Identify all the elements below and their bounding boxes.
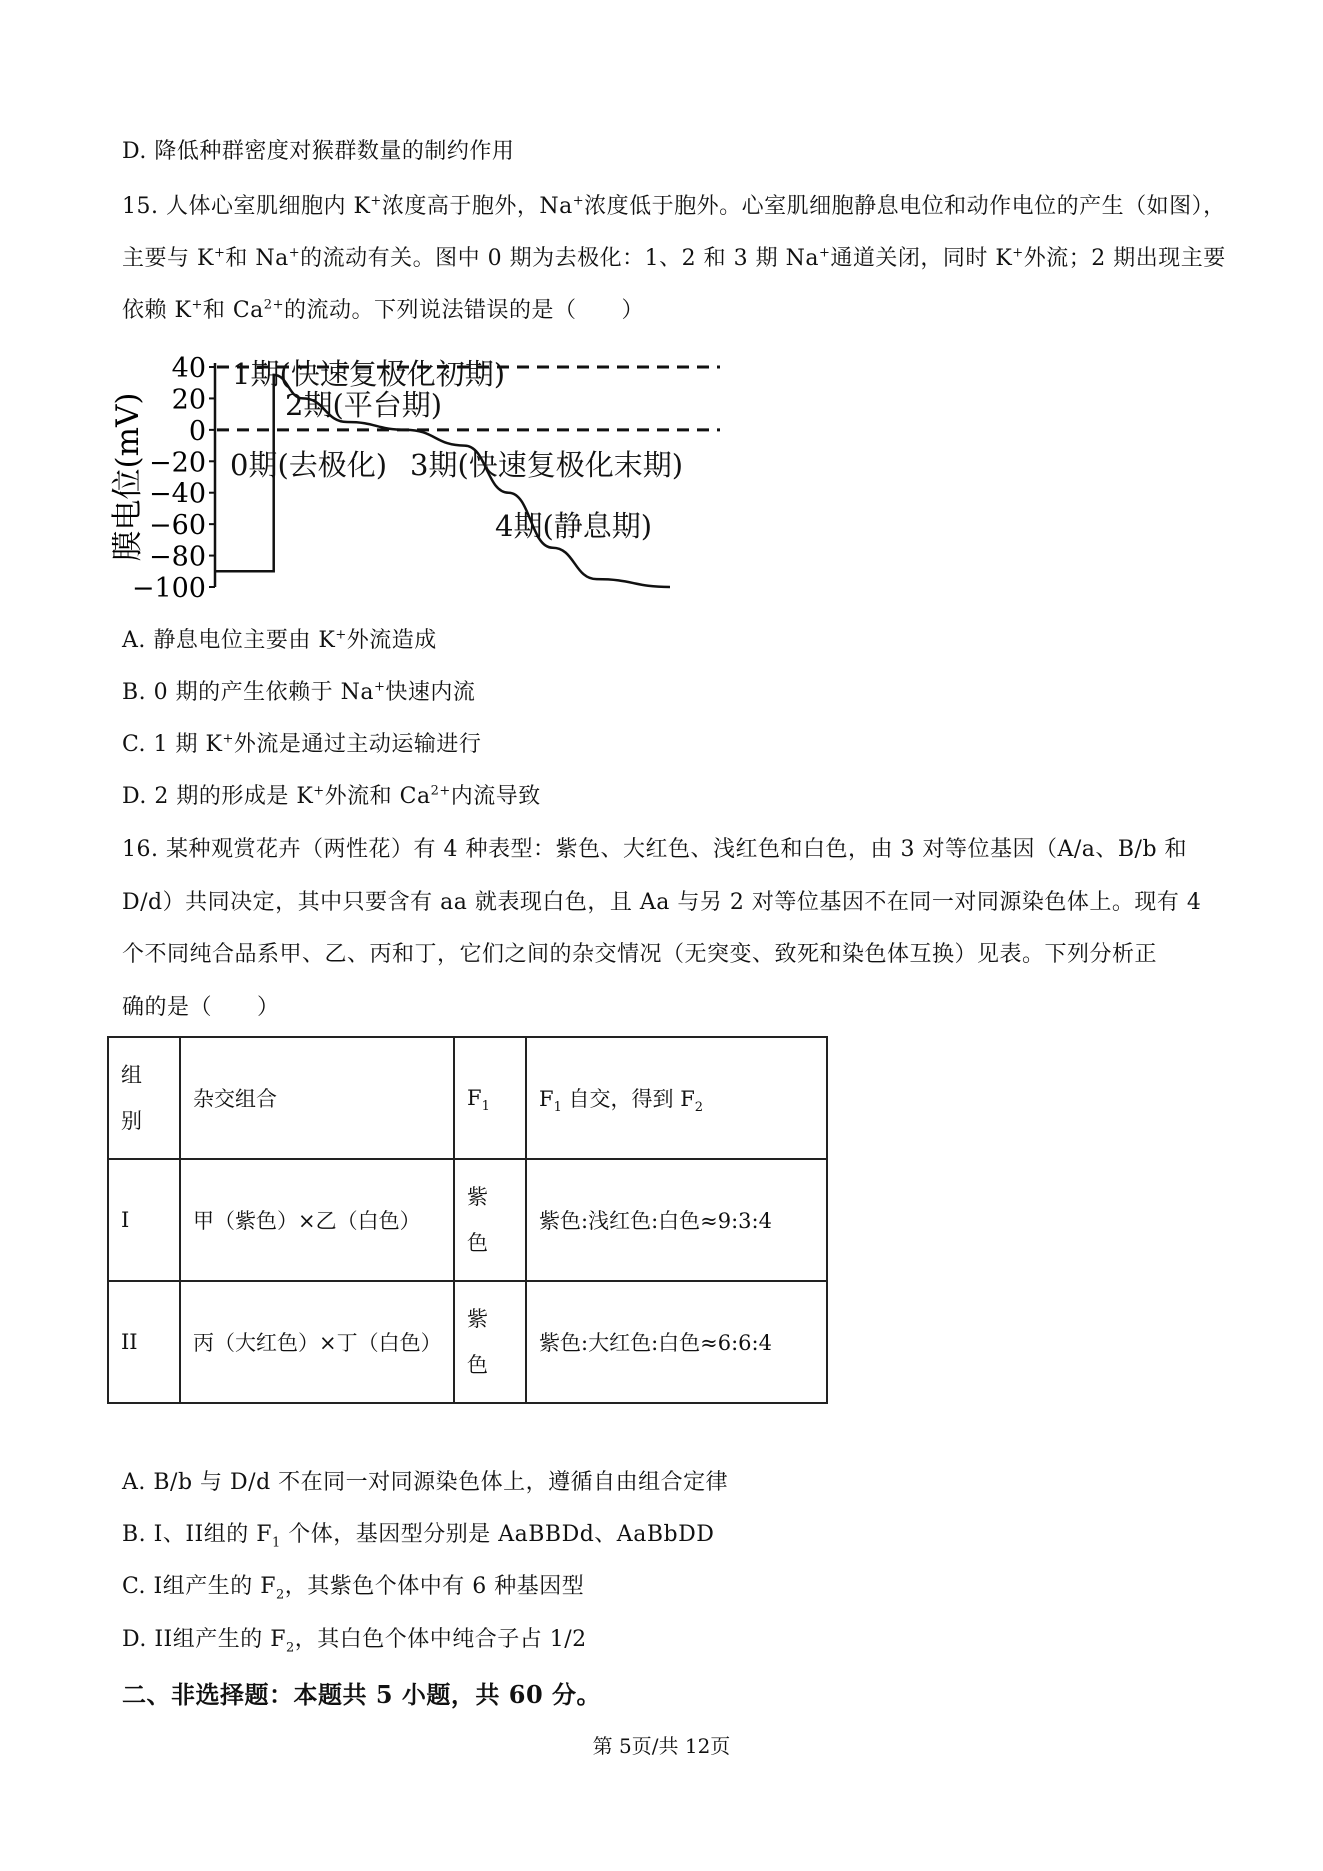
header-group: 组别 <box>108 1037 180 1159</box>
y-tick-label: −100 <box>131 573 206 604</box>
y-tick-label: −60 <box>149 510 206 542</box>
table-row <box>108 1159 827 1281</box>
phase-label: 4期(静息期) <box>495 509 653 543</box>
q15-stem-line-2: 主要与 K+和 Na+的流动有关。图中 0 期为去极化：1、2 和 3 期 Na+通道关闭，同时 K+外流；2 期出现主要 <box>122 245 1226 271</box>
row-1-cross: 甲（紫色）×乙（白色） <box>180 1159 454 1281</box>
table-row <box>108 1281 827 1403</box>
phase-label: 2期(平台期) <box>285 388 443 422</box>
header-f2: $F_1$ 自交，得到 $F_2$ <box>526 1037 827 1159</box>
phase-label: 0期(去极化) <box>230 448 388 482</box>
phase-label: 3期(快速复极化末期) <box>410 448 684 482</box>
q15-stem-line-3: 依赖 K+和 $Ca^{2+}$的流动。下列说法错误的是（ ） <box>122 297 644 323</box>
action-potential-figure <box>110 345 810 610</box>
q15-stem-line-1: 15. 人体心室肌细胞内 K+浓度高于胞外，Na+浓度低于胞外。心室肌细胞静息电位和动作电位的产生（如图）， <box>122 193 1226 219</box>
y-tick-label: −80 <box>149 541 206 573</box>
section-two-heading: 二、非选择题：本题共 5 小题，共 60 分。 <box>122 1680 602 1709</box>
row-2-f2: 紫色:大红色:白色≈6:6:4 <box>526 1281 827 1403</box>
y-tick-label: 0 <box>188 415 206 447</box>
q16-stem-line-3: 个不同纯合品系甲、乙、丙和丁，它们之间的杂交情况（无突变、致死和染色体互换）见表。下列分析正 <box>122 942 1158 967</box>
page-footer: 第 5页/共 12页 <box>592 1734 731 1758</box>
row-1-f2: 紫色:浅红色:白色≈9:3:4 <box>526 1159 827 1281</box>
y-tick-label: −40 <box>149 478 206 510</box>
q15-option-c[interactable]: C. 1 期 K+外流是通过主动运输进行 <box>122 731 482 757</box>
table-header-row <box>108 1037 827 1159</box>
q16-stem-line-1: 16. 某种观赏花卉（两性花）有 4 种表型：紫色、大红色、浅红色和白色，由 3 对等位基因（A/a、B/b 和 <box>122 837 1188 862</box>
prev-question-option-d: D. 降低种群密度对猴群数量的制约作用 <box>122 139 515 164</box>
q16-stem-line-2: D/d）共同决定，其中只要含有 aa 就表现白色，且 Aa 与另 2 对等位基因不在同一对同源染色体上。现有 4 <box>122 890 1202 915</box>
q15-option-b[interactable]: B. 0 期的产生依赖于 Na+快速内流 <box>122 679 476 705</box>
q16-stem-line-4: 确的是（ ） <box>122 995 280 1020</box>
y-tick-label: 20 <box>171 384 206 416</box>
phase-label: 1期(快速复极化初期) <box>232 357 506 391</box>
header-cross: 杂交组合 <box>180 1037 454 1159</box>
row-2-cross: 丙（大红色）×丁（白色） <box>180 1281 454 1403</box>
y-tick-label: 40 <box>171 353 206 384</box>
row-1-f1: 紫色 <box>454 1159 526 1281</box>
y-tick-label: −20 <box>149 447 206 479</box>
row-2-group: II <box>108 1281 180 1403</box>
q15-option-d[interactable]: D. 2 期的形成是 K+外流和 $Ca^{2+}$内流导致 <box>122 783 541 809</box>
row-2-f1: 紫色 <box>454 1281 526 1403</box>
row-1-group: I <box>108 1159 180 1281</box>
q16-option-d[interactable]: D. II组产生的 $F_2$，其白色个体中纯合子占 1/2 <box>122 1627 587 1656</box>
y-axis-label: 膜电位(mV) <box>110 392 146 562</box>
header-f1: $F_1$ <box>454 1037 526 1159</box>
q16-option-a[interactable]: A. B/b 与 D/d 不在同一对同源染色体上，遵循自由组合定律 <box>122 1470 729 1495</box>
q15-option-a[interactable]: A. 静息电位主要由 K+外流造成 <box>122 627 437 653</box>
q16-option-c[interactable]: C. I组产生的 $F_2$，其紫色个体中有 6 种基因型 <box>122 1574 585 1603</box>
q16-option-b[interactable]: B. I、II组的 $F_1$ 个体，基因型分别是 AaBBDd、AaBbDD <box>122 1522 715 1551</box>
cross-table <box>107 1036 828 1404</box>
